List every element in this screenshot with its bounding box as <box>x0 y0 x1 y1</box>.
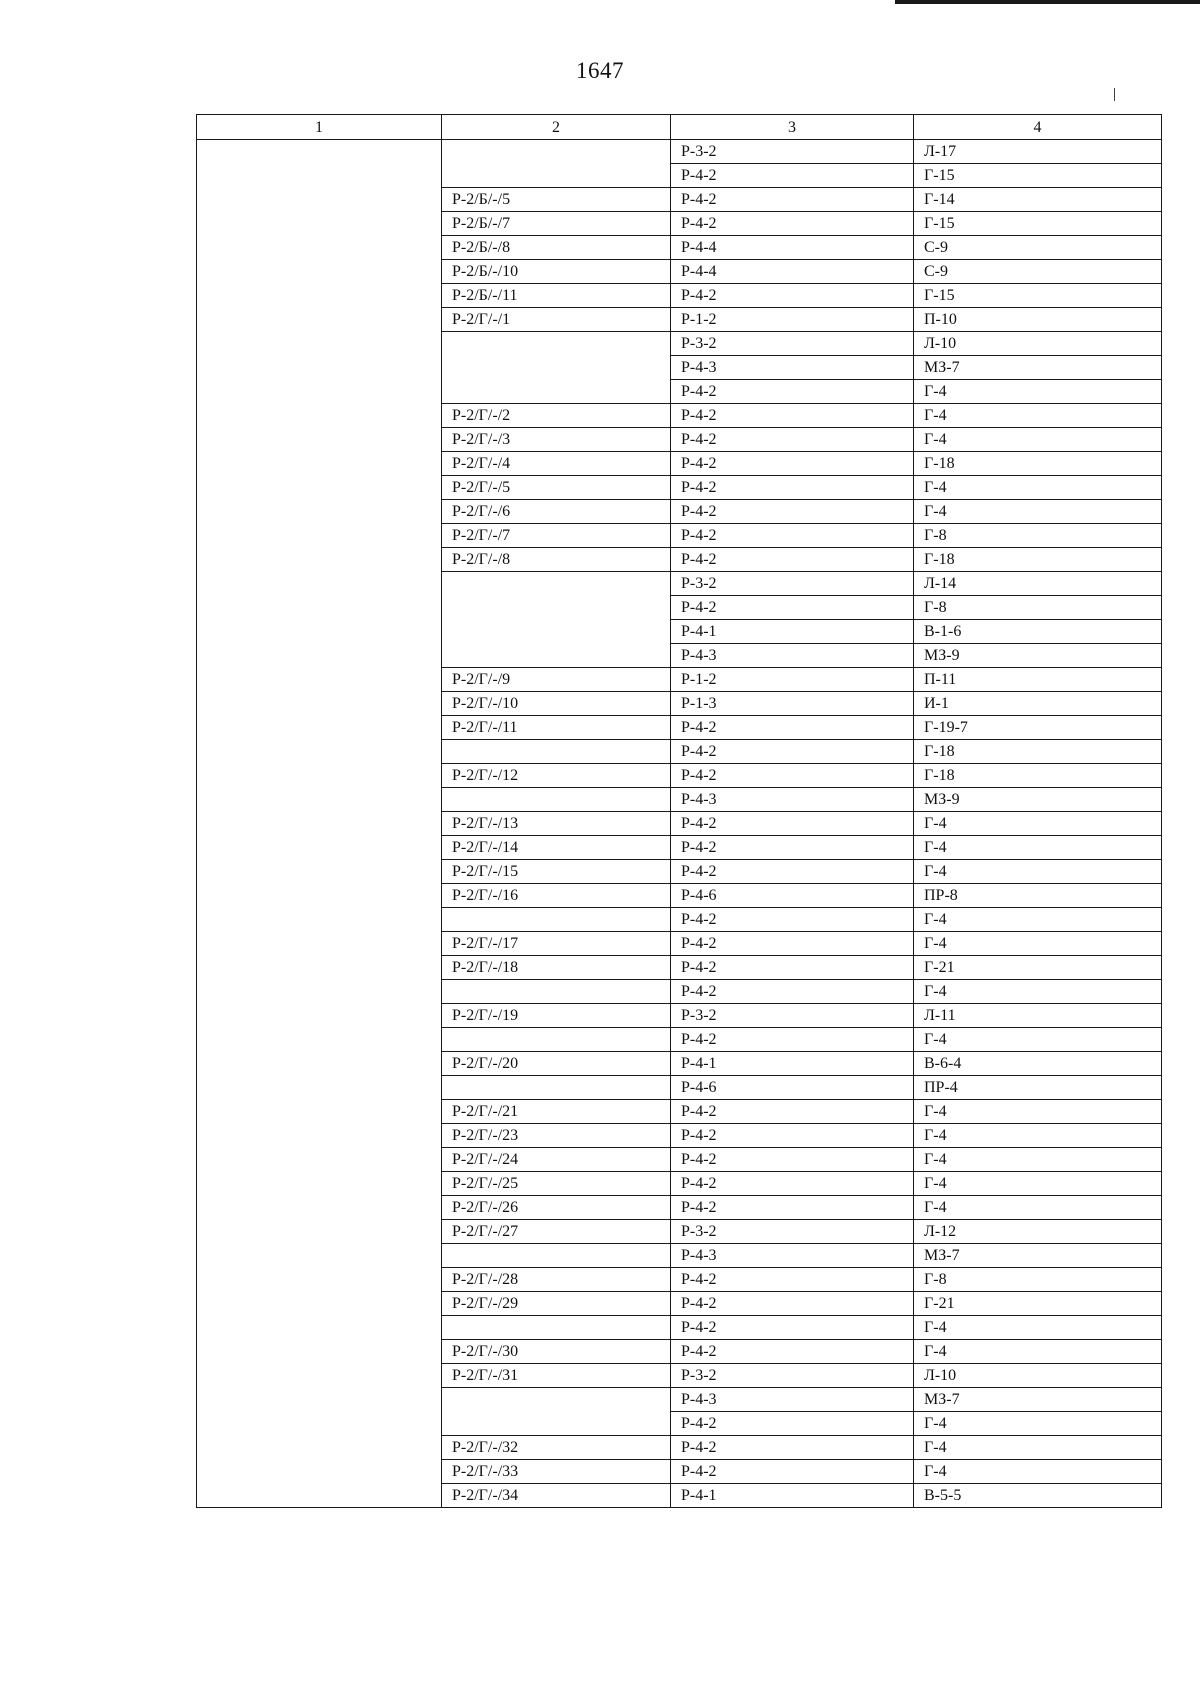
cell-col-3: Р-4-3 <box>671 356 914 380</box>
cell-col-2: Р-2/Г/-/5 <box>442 476 671 500</box>
cell-col-2 <box>442 332 671 356</box>
cell-col-3: Р-4-6 <box>671 884 914 908</box>
cell-col-3: Р-4-2 <box>671 524 914 548</box>
cell-col-3: Р-4-2 <box>671 596 914 620</box>
cell-col-3: Р-4-3 <box>671 1388 914 1412</box>
cell-col-1 <box>197 1460 442 1484</box>
cell-col-4: Г-4 <box>914 1124 1162 1148</box>
cell-col-2: Р-2/Г/-/33 <box>442 1460 671 1484</box>
cell-col-3: Р-4-2 <box>671 740 914 764</box>
cell-col-4: МЗ-7 <box>914 1388 1162 1412</box>
cell-col-1 <box>197 1316 442 1340</box>
cell-col-1 <box>197 932 442 956</box>
cell-col-3: Р-4-3 <box>671 1244 914 1268</box>
cell-col-2 <box>442 596 671 620</box>
cell-col-3: Р-3-2 <box>671 1004 914 1028</box>
table-header <box>197 115 1162 140</box>
cell-col-2: Р-2/Г/-/19 <box>442 1004 671 1028</box>
cell-col-3: Р-3-2 <box>671 332 914 356</box>
cell-col-4: Г-4 <box>914 1100 1162 1124</box>
table-row <box>197 476 1162 500</box>
cell-col-2 <box>442 788 671 812</box>
cell-col-1 <box>197 812 442 836</box>
cell-col-2 <box>442 1316 671 1340</box>
cell-col-2: Р-2/Г/-/25 <box>442 1172 671 1196</box>
cell-col-1 <box>197 500 442 524</box>
cell-col-4: Л-14 <box>914 572 1162 596</box>
cell-col-2 <box>442 1076 671 1100</box>
cell-col-1 <box>197 956 442 980</box>
table-row <box>197 500 1162 524</box>
margin-mark <box>1114 88 1115 101</box>
cell-col-1 <box>197 1484 442 1508</box>
cell-col-4: МЗ-9 <box>914 644 1162 668</box>
table-row <box>197 548 1162 572</box>
cell-col-1 <box>197 1292 442 1316</box>
cell-col-4: Г-4 <box>914 1412 1162 1436</box>
table-row <box>197 908 1162 932</box>
cell-col-4: Л-10 <box>914 332 1162 356</box>
table-row <box>197 620 1162 644</box>
table-row <box>197 884 1162 908</box>
cell-col-1 <box>197 452 442 476</box>
cell-col-4: Г-4 <box>914 500 1162 524</box>
cell-col-4: Л-12 <box>914 1220 1162 1244</box>
cell-col-3: Р-4-2 <box>671 908 914 932</box>
table-row <box>197 716 1162 740</box>
cell-col-2: Р-2/Г/-/31 <box>442 1364 671 1388</box>
table-row <box>197 1484 1162 1508</box>
table-row <box>197 692 1162 716</box>
cell-col-1 <box>197 740 442 764</box>
cell-col-2: Р-2/Г/-/13 <box>442 812 671 836</box>
cell-col-2: Р-2/Г/-/14 <box>442 836 671 860</box>
cell-col-1 <box>197 644 442 668</box>
cell-col-4: В-1-6 <box>914 620 1162 644</box>
cell-col-4: Г-4 <box>914 1028 1162 1052</box>
cell-col-3: Р-3-2 <box>671 140 914 164</box>
cell-col-1 <box>197 1436 442 1460</box>
cell-col-1 <box>197 236 442 260</box>
cell-col-4: МЗ-9 <box>914 788 1162 812</box>
cell-col-1 <box>197 188 442 212</box>
table-row <box>197 788 1162 812</box>
cell-col-1 <box>197 980 442 1004</box>
cell-col-4: Г-4 <box>914 1460 1162 1484</box>
cell-col-4: Г-4 <box>914 380 1162 404</box>
table-row <box>197 932 1162 956</box>
cell-col-2: Р-2/Г/-/28 <box>442 1268 671 1292</box>
table-row <box>197 1172 1162 1196</box>
table-row <box>197 1148 1162 1172</box>
cell-col-2 <box>442 908 671 932</box>
cell-col-1 <box>197 788 442 812</box>
cell-col-2: Р-2/Г/-/6 <box>442 500 671 524</box>
table-row <box>197 1460 1162 1484</box>
column-header-1: 1 <box>197 115 442 140</box>
cell-col-1 <box>197 164 442 188</box>
cell-col-4: Г-18 <box>914 452 1162 476</box>
column-header-2: 2 <box>442 115 671 140</box>
cell-col-1 <box>197 476 442 500</box>
cell-col-4: Л-11 <box>914 1004 1162 1028</box>
cell-col-1 <box>197 524 442 548</box>
cell-col-1 <box>197 1364 442 1388</box>
table-row <box>197 404 1162 428</box>
cell-col-2 <box>442 572 671 596</box>
cell-col-1 <box>197 1196 442 1220</box>
cell-col-3: Р-4-1 <box>671 620 914 644</box>
cell-col-4: Г-15 <box>914 164 1162 188</box>
cell-col-1 <box>197 1052 442 1076</box>
cell-col-2: Р-2/Г/-/9 <box>442 668 671 692</box>
cell-col-2: Р-2/Г/-/24 <box>442 1148 671 1172</box>
cell-col-3: Р-4-2 <box>671 188 914 212</box>
cell-col-1 <box>197 596 442 620</box>
table-body <box>197 140 1162 1508</box>
cell-col-2: Р-2/Г/-/1 <box>442 308 671 332</box>
table-row <box>197 212 1162 236</box>
cell-col-2: Р-2/Б/-/10 <box>442 260 671 284</box>
table-row <box>197 1388 1162 1412</box>
cell-col-2: Р-2/Г/-/11 <box>442 716 671 740</box>
table-row <box>197 236 1162 260</box>
cell-col-4: Л-10 <box>914 1364 1162 1388</box>
cell-col-1 <box>197 428 442 452</box>
table-row <box>197 380 1162 404</box>
cell-col-1 <box>197 284 442 308</box>
table-row <box>197 1244 1162 1268</box>
table-row <box>197 1028 1162 1052</box>
table-row <box>197 764 1162 788</box>
cell-col-4: ПР-4 <box>914 1076 1162 1100</box>
cell-col-2 <box>442 1244 671 1268</box>
table-row <box>197 1100 1162 1124</box>
cell-col-2 <box>442 980 671 1004</box>
cell-col-3: Р-1-2 <box>671 308 914 332</box>
cell-col-4: Г-4 <box>914 404 1162 428</box>
cell-col-2: Р-2/Г/-/26 <box>442 1196 671 1220</box>
cell-col-2 <box>442 1028 671 1052</box>
table-row <box>197 668 1162 692</box>
cell-col-3: Р-4-2 <box>671 428 914 452</box>
cell-col-3: Р-3-2 <box>671 1364 914 1388</box>
cell-col-3: Р-4-2 <box>671 164 914 188</box>
cell-col-3: Р-4-2 <box>671 764 914 788</box>
top-edge-rule <box>895 0 1200 4</box>
cell-col-3: Р-4-2 <box>671 932 914 956</box>
cell-col-2 <box>442 620 671 644</box>
cell-col-4: Г-4 <box>914 1196 1162 1220</box>
cell-col-1 <box>197 884 442 908</box>
cell-col-4: Г-15 <box>914 212 1162 236</box>
cell-col-1 <box>197 1124 442 1148</box>
cell-col-3: Р-4-2 <box>671 1028 914 1052</box>
table-row <box>197 1076 1162 1100</box>
cell-col-3: Р-4-6 <box>671 1076 914 1100</box>
cell-col-1 <box>197 356 442 380</box>
cell-col-3: Р-4-2 <box>671 1100 914 1124</box>
cell-col-3: Р-4-2 <box>671 980 914 1004</box>
cell-col-2: Р-2/Г/-/3 <box>442 428 671 452</box>
cell-col-2 <box>442 356 671 380</box>
cell-col-3: Р-4-4 <box>671 260 914 284</box>
cell-col-4: П-10 <box>914 308 1162 332</box>
cell-col-1 <box>197 668 442 692</box>
cell-col-2: Р-2/Г/-/8 <box>442 548 671 572</box>
cell-col-4: Г-15 <box>914 284 1162 308</box>
cell-col-2: Р-2/Б/-/5 <box>442 188 671 212</box>
table-row <box>197 1412 1162 1436</box>
cell-col-3: Р-1-2 <box>671 668 914 692</box>
cell-col-2: Р-2/Г/-/20 <box>442 1052 671 1076</box>
table-row <box>197 740 1162 764</box>
cell-col-2 <box>442 1412 671 1436</box>
registry-table <box>196 114 1162 1508</box>
cell-col-4: Г-4 <box>914 812 1162 836</box>
cell-col-3: Р-4-2 <box>671 380 914 404</box>
table-row <box>197 644 1162 668</box>
cell-col-4: В-5-5 <box>914 1484 1162 1508</box>
table-row <box>197 356 1162 380</box>
table-row <box>197 836 1162 860</box>
table-row <box>197 140 1162 164</box>
cell-col-3: Р-4-2 <box>671 548 914 572</box>
cell-col-2: Р-2/Г/-/17 <box>442 932 671 956</box>
cell-col-2 <box>442 164 671 188</box>
cell-col-4: Г-21 <box>914 1292 1162 1316</box>
cell-col-3: Р-4-2 <box>671 1460 914 1484</box>
cell-col-1 <box>197 1388 442 1412</box>
cell-col-1 <box>197 260 442 284</box>
cell-col-3: Р-4-2 <box>671 404 914 428</box>
cell-col-4: МЗ-7 <box>914 1244 1162 1268</box>
table-row <box>197 1196 1162 1220</box>
cell-col-3: Р-4-2 <box>671 1340 914 1364</box>
cell-col-1 <box>197 140 442 164</box>
cell-col-3: Р-4-2 <box>671 476 914 500</box>
cell-col-3: Р-4-3 <box>671 788 914 812</box>
cell-col-3: Р-4-2 <box>671 1436 914 1460</box>
cell-col-3: Р-4-2 <box>671 212 914 236</box>
table-row <box>197 1268 1162 1292</box>
cell-col-4: С-9 <box>914 260 1162 284</box>
table-row <box>197 1052 1162 1076</box>
table-row <box>197 1436 1162 1460</box>
cell-col-2: Р-2/Б/-/8 <box>442 236 671 260</box>
cell-col-4: Г-18 <box>914 740 1162 764</box>
table-row <box>197 812 1162 836</box>
cell-col-1 <box>197 860 442 884</box>
table-row <box>197 452 1162 476</box>
cell-col-4: Г-4 <box>914 1340 1162 1364</box>
cell-col-2 <box>442 140 671 164</box>
cell-col-2: Р-2/Г/-/10 <box>442 692 671 716</box>
cell-col-1 <box>197 332 442 356</box>
header-row <box>197 115 1162 140</box>
cell-col-3: Р-4-2 <box>671 500 914 524</box>
cell-col-3: Р-4-2 <box>671 1292 914 1316</box>
column-header-4: 4 <box>914 115 1162 140</box>
cell-col-1 <box>197 308 442 332</box>
cell-col-1 <box>197 692 442 716</box>
cell-col-4: Г-19-7 <box>914 716 1162 740</box>
cell-col-2: Р-2/Г/-/4 <box>442 452 671 476</box>
cell-col-4: Г-4 <box>914 932 1162 956</box>
cell-col-4: Г-18 <box>914 548 1162 572</box>
cell-col-2: Р-2/Г/-/2 <box>442 404 671 428</box>
cell-col-1 <box>197 380 442 404</box>
cell-col-1 <box>197 1004 442 1028</box>
cell-col-2: Р-2/Г/-/21 <box>442 1100 671 1124</box>
cell-col-4: Г-4 <box>914 860 1162 884</box>
cell-col-4: Г-4 <box>914 1436 1162 1460</box>
cell-col-2: Р-2/Г/-/30 <box>442 1340 671 1364</box>
cell-col-3: Р-4-2 <box>671 860 914 884</box>
cell-col-2: Р-2/Г/-/34 <box>442 1484 671 1508</box>
cell-col-1 <box>197 572 442 596</box>
table-row <box>197 260 1162 284</box>
cell-col-1 <box>197 1172 442 1196</box>
cell-col-3: Р-4-2 <box>671 1412 914 1436</box>
cell-col-3: Р-4-4 <box>671 236 914 260</box>
cell-col-3: Р-4-2 <box>671 1172 914 1196</box>
cell-col-2: Р-2/Г/-/23 <box>442 1124 671 1148</box>
cell-col-3: Р-4-2 <box>671 284 914 308</box>
cell-col-2: Р-2/Г/-/29 <box>442 1292 671 1316</box>
table-row <box>197 524 1162 548</box>
cell-col-3: Р-4-2 <box>671 1196 914 1220</box>
cell-col-4: Г-4 <box>914 1316 1162 1340</box>
table-row <box>197 188 1162 212</box>
cell-col-3: Р-3-2 <box>671 572 914 596</box>
cell-col-3: Р-4-3 <box>671 644 914 668</box>
cell-col-4: Г-4 <box>914 476 1162 500</box>
cell-col-3: Р-4-2 <box>671 812 914 836</box>
cell-col-1 <box>197 1268 442 1292</box>
cell-col-2 <box>442 644 671 668</box>
cell-col-2 <box>442 380 671 404</box>
cell-col-3: Р-4-2 <box>671 452 914 476</box>
cell-col-3: Р-4-2 <box>671 836 914 860</box>
cell-col-1 <box>197 404 442 428</box>
cell-col-2: Р-2/Б/-/7 <box>442 212 671 236</box>
cell-col-4: П-11 <box>914 668 1162 692</box>
table-row <box>197 572 1162 596</box>
cell-col-3: Р-4-2 <box>671 1124 914 1148</box>
cell-col-3: Р-4-2 <box>671 716 914 740</box>
cell-col-2: Р-2/Г/-/7 <box>442 524 671 548</box>
cell-col-1 <box>197 836 442 860</box>
table-row <box>197 1364 1162 1388</box>
cell-col-1 <box>197 1100 442 1124</box>
cell-col-4: МЗ-7 <box>914 356 1162 380</box>
table-row <box>197 1124 1162 1148</box>
table-row <box>197 1292 1162 1316</box>
cell-col-2: Р-2/Г/-/16 <box>442 884 671 908</box>
cell-col-1 <box>197 764 442 788</box>
cell-col-1 <box>197 1244 442 1268</box>
cell-col-2 <box>442 1388 671 1412</box>
cell-col-4: Г-14 <box>914 188 1162 212</box>
cell-col-1 <box>197 620 442 644</box>
cell-col-4: Г-4 <box>914 836 1162 860</box>
cell-col-3: Р-4-2 <box>671 1148 914 1172</box>
cell-col-3: Р-1-3 <box>671 692 914 716</box>
table-row <box>197 1220 1162 1244</box>
cell-col-1 <box>197 716 442 740</box>
cell-col-2: Р-2/Г/-/12 <box>442 764 671 788</box>
cell-col-4: Г-4 <box>914 1172 1162 1196</box>
cell-col-1 <box>197 1148 442 1172</box>
cell-col-4: Г-8 <box>914 524 1162 548</box>
cell-col-3: Р-4-1 <box>671 1052 914 1076</box>
cell-col-2: Р-2/Б/-/11 <box>442 284 671 308</box>
cell-col-2: Р-2/Г/-/27 <box>442 1220 671 1244</box>
cell-col-4: Л-17 <box>914 140 1162 164</box>
table-row <box>197 428 1162 452</box>
cell-col-1 <box>197 1028 442 1052</box>
cell-col-4: Г-4 <box>914 908 1162 932</box>
cell-col-4: Г-4 <box>914 428 1162 452</box>
cell-col-4: Г-4 <box>914 980 1162 1004</box>
cell-col-3: Р-3-2 <box>671 1220 914 1244</box>
cell-col-4: С-9 <box>914 236 1162 260</box>
cell-col-3: Р-4-2 <box>671 1268 914 1292</box>
cell-col-4: Г-8 <box>914 596 1162 620</box>
cell-col-3: Р-4-2 <box>671 956 914 980</box>
table-row <box>197 332 1162 356</box>
cell-col-4: ПР-8 <box>914 884 1162 908</box>
cell-col-2: Р-2/Г/-/18 <box>442 956 671 980</box>
table-row <box>197 860 1162 884</box>
cell-col-1 <box>197 1220 442 1244</box>
column-header-3: 3 <box>671 115 914 140</box>
table-row <box>197 980 1162 1004</box>
table-row <box>197 1004 1162 1028</box>
table-row <box>197 596 1162 620</box>
cell-col-3: Р-4-1 <box>671 1484 914 1508</box>
cell-col-1 <box>197 212 442 236</box>
cell-col-4: Г-4 <box>914 1148 1162 1172</box>
cell-col-1 <box>197 1076 442 1100</box>
cell-col-1 <box>197 1412 442 1436</box>
table-row <box>197 956 1162 980</box>
cell-col-4: Г-8 <box>914 1268 1162 1292</box>
cell-col-3: Р-4-2 <box>671 1316 914 1340</box>
table-row <box>197 164 1162 188</box>
page-number: 1647 <box>576 58 624 83</box>
cell-col-4: Г-18 <box>914 764 1162 788</box>
cell-col-1 <box>197 908 442 932</box>
cell-col-4: И-1 <box>914 692 1162 716</box>
cell-col-2: Р-2/Г/-/15 <box>442 860 671 884</box>
cell-col-2: Р-2/Г/-/32 <box>442 1436 671 1460</box>
cell-col-4: Г-21 <box>914 956 1162 980</box>
cell-col-4: В-6-4 <box>914 1052 1162 1076</box>
cell-col-2 <box>442 740 671 764</box>
table-row <box>197 1340 1162 1364</box>
cell-col-1 <box>197 548 442 572</box>
cell-col-1 <box>197 1340 442 1364</box>
table-row <box>197 1316 1162 1340</box>
table-row <box>197 284 1162 308</box>
table-row <box>197 308 1162 332</box>
